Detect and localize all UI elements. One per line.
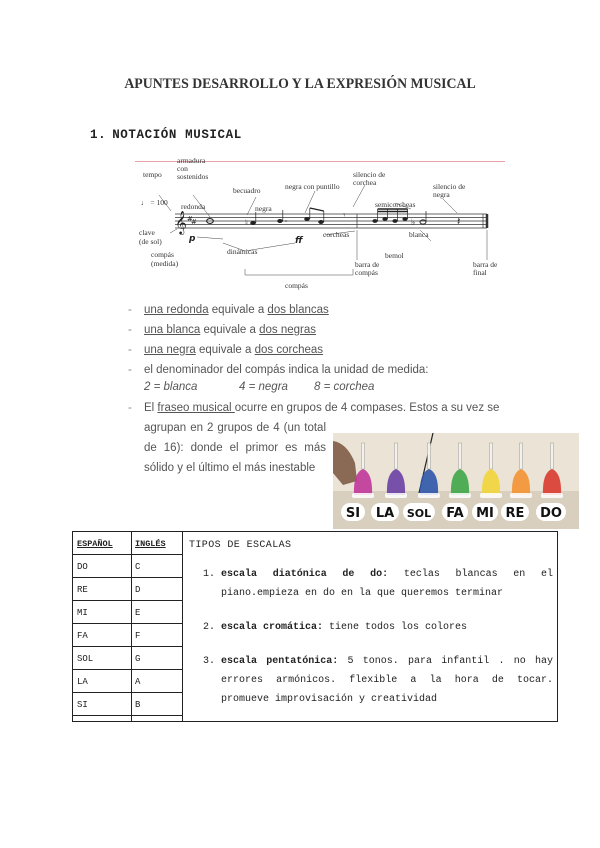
measure-8: 8 = corchea bbox=[314, 381, 375, 393]
bell-base bbox=[480, 493, 502, 498]
svg-text:#: # bbox=[187, 215, 193, 223]
bell-note-label: RE bbox=[505, 506, 525, 521]
bell-base bbox=[541, 493, 563, 498]
measure-units bbox=[128, 377, 374, 397]
notes-and-scales-table bbox=[72, 531, 558, 722]
label-negra-puntillo: negra con puntillo bbox=[285, 182, 340, 191]
label-blanca: blanca bbox=[409, 230, 429, 239]
table-row: SOL G bbox=[73, 647, 182, 670]
list-item: - una negra equivale a dos corcheas bbox=[128, 340, 528, 360]
label-silencio-corchea: silencio de corchea bbox=[353, 170, 386, 187]
scale-item: 3. escala pentatónica: 5 tonos. para infantil . no hay errores armónicos. flexible a la hora de tocar. promueve improvisación y creatividad bbox=[221, 652, 553, 709]
label-semicorcheas: semicorcheas bbox=[375, 200, 416, 209]
bell-base bbox=[510, 493, 532, 498]
label-compas-signature: compás bbox=[151, 250, 174, 259]
header-espanol: ESPAÑOL bbox=[77, 539, 113, 549]
label-de-sol: (de sol) bbox=[139, 237, 162, 246]
table-row: RE D bbox=[73, 578, 182, 601]
bell-handle bbox=[395, 443, 398, 469]
label-bemol: bemol bbox=[385, 251, 404, 260]
list-item: - una redonda equivale a dos blancas bbox=[128, 300, 528, 320]
table-row: MI E bbox=[73, 601, 182, 624]
label-becuadro: becuadro bbox=[233, 186, 261, 195]
label-redonda: redonda bbox=[181, 202, 206, 211]
bell-base bbox=[352, 493, 374, 498]
label-tempo-value: ♩ = 100 bbox=[141, 198, 168, 207]
label-negra: negra bbox=[255, 204, 272, 213]
bell-note-label: SI bbox=[345, 506, 361, 521]
svg-text:♮: ♮ bbox=[245, 218, 248, 227]
svg-text:𝄾: 𝄾 bbox=[343, 211, 346, 221]
bell-note-label: SOL bbox=[406, 507, 432, 520]
bell-handle bbox=[362, 443, 365, 469]
label-silencio-negra: silencio de negra bbox=[433, 182, 466, 199]
list-item: - una blanca equivale a dos negras bbox=[128, 320, 528, 340]
handbells-photo bbox=[333, 433, 579, 529]
table-row: SI B bbox=[73, 693, 182, 716]
table-row: DO C bbox=[73, 555, 182, 578]
section-title: NOTACIÓN MUSICAL bbox=[112, 128, 242, 142]
bell-handle bbox=[551, 443, 554, 469]
label-barra-compas: barra de compás bbox=[355, 260, 380, 277]
table-row: LA A bbox=[73, 670, 182, 693]
bell-note-label: LA bbox=[375, 506, 395, 521]
note-values-list bbox=[128, 300, 528, 380]
scale-types bbox=[189, 540, 553, 724]
scales-heading: TIPOS DE ESCALAS bbox=[189, 540, 292, 551]
table-row: FA F bbox=[73, 624, 182, 647]
svg-text:p: p bbox=[189, 234, 196, 244]
bell-base bbox=[449, 493, 471, 498]
list-item: - el denominador del compás indica la unidad de medida: bbox=[128, 360, 528, 380]
bell-handle bbox=[459, 443, 462, 469]
label-corcheas: corcheas bbox=[323, 230, 350, 239]
bell-handle bbox=[428, 443, 431, 469]
bell-note-label: DO bbox=[540, 506, 562, 521]
label-barra-final: barra de final bbox=[473, 260, 498, 277]
bell-base bbox=[385, 493, 407, 498]
measure-4: 4 = negra bbox=[239, 381, 288, 393]
table-header-row bbox=[73, 532, 182, 555]
svg-text:♭: ♭ bbox=[411, 218, 416, 228]
bell-note-label: FA bbox=[446, 506, 464, 521]
label-tempo: tempo bbox=[143, 170, 162, 179]
section-heading bbox=[90, 128, 242, 142]
phrasing-paragraph: - El fraseo musical ocurre en grupos de 4 compases. Estos a su vez se agrupan en 2 grupos de 4 (un total de 16): donde el primor es más sólido y el último el más inestable bbox=[128, 398, 528, 418]
svg-text:𝄽: 𝄽 bbox=[457, 215, 461, 228]
bell-handle bbox=[490, 443, 493, 469]
bell-note-label: MI bbox=[476, 506, 494, 521]
header-ingles: INGLÉS bbox=[135, 539, 166, 549]
scale-item: 2. escala cromática: tiene todos los colores bbox=[221, 618, 553, 637]
label-clave: clave bbox=[139, 228, 155, 237]
scale-list bbox=[189, 565, 553, 709]
bell-handle bbox=[520, 443, 523, 469]
scale-item: 1. escala diatónica de do: teclas blancas en el piano.empieza en do en la que queremos terminar bbox=[221, 565, 553, 603]
section-number: 1. bbox=[90, 128, 107, 142]
svg-text:ff: ff bbox=[295, 236, 303, 246]
bell-base bbox=[418, 493, 440, 498]
label-medida: (medida) bbox=[151, 259, 179, 268]
label-armadura: armadura con sostenidos bbox=[177, 156, 209, 181]
document-title: APUNTES DESARROLLO Y LA EXPRESIÓN MUSICAL bbox=[124, 76, 476, 92]
label-dinamicas: dinámicas bbox=[227, 247, 258, 256]
measure-2: 2 = blanca bbox=[144, 381, 198, 393]
svg-text:#: # bbox=[191, 218, 197, 226]
annotated-score-figure bbox=[135, 155, 505, 300]
svg-text:𝄞: 𝄞 bbox=[175, 210, 187, 234]
handbells-image bbox=[333, 433, 579, 529]
label-compas-bottom: compás bbox=[285, 281, 308, 290]
